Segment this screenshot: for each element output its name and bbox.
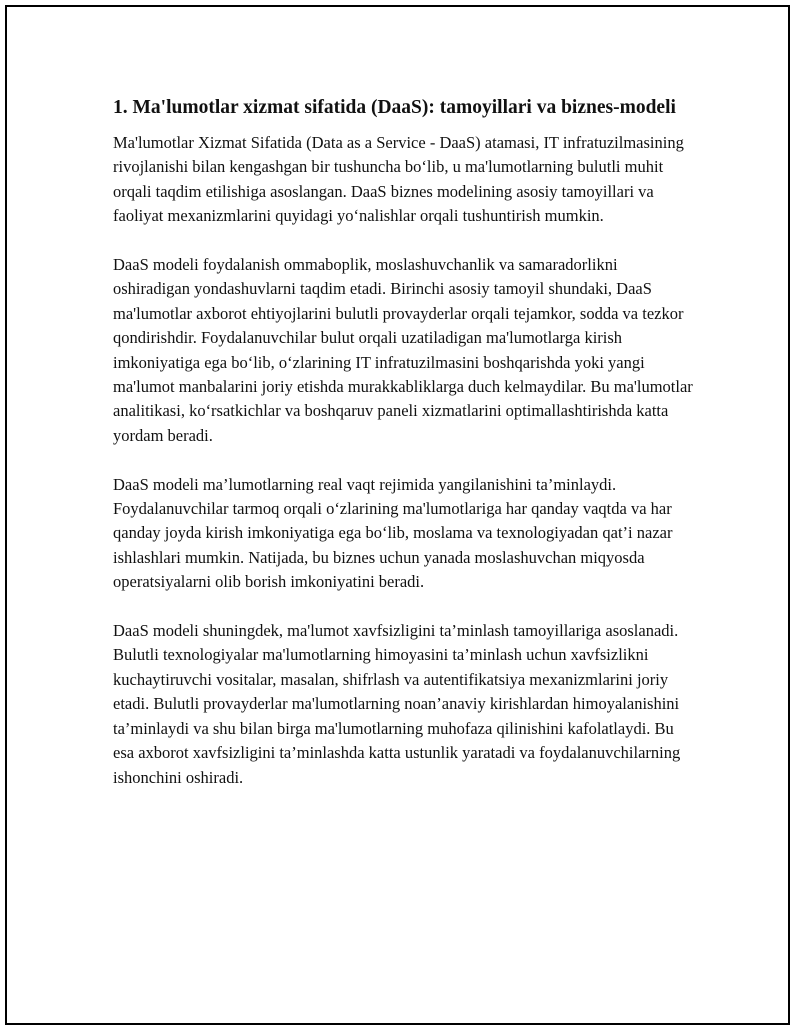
- document-body: [113, 94, 696, 814]
- paragraph-3: DaaS modeli ma’lumotlarning real vaqt rejimida yangilanishini ta’minlaydi. Foydalanuvchilar tarmoq orqali o‘zlarining ma'lumotlariga har qanday vaqtda va har qanday joyda kirish imkoniyatiga ega bo‘lib, moslama va texnologiyadan qat’i nazar ishlashlari mumkin. Natijada, bu biznes uchun yanada moslashuvchan miqyosda operatsiyalarni olib borish imkoniyatini beradi.: [113, 474, 673, 592]
- paragraph-4: DaaS modeli shuningdek, ma'lumot xavfsizligini ta’minlash tamoyillariga asoslanadi. Bulutli texnologiyalar ma'lumotlarning himoyasini ta’minlash uchun xavfsizlikni kuchaytiruvchi vositalar, masalan, shifrlash va autentifikatsiya mexanizmlarini joriy etadi. Bulutli provayderlar ma'lumotlarning noan’anaviy kirishlardan himoyalanishini ta’minlaydi va shu bilan birga ma'lumotlarning muhofaza qilinishini kafolatlaydi. Bu esa axborot xavfsizligini ta’minlashda katta ustunlik yaratadi va foydalanuvchilarning ishonchini oshiradi.: [113, 621, 681, 787]
- section-heading: 1. Ma'lumotlar xizmat sifatida (DaaS): tamoyillari va biznes-modeli: [113, 97, 676, 118]
- paragraph-1: Ma'lumotlar Xizmat Sifatida (Data as a Service - DaaS) atamasi, IT infratuzilmasining rivojlanishi bilan kengashgan bir tushuncha bo‘lib, u ma'lumotlarning bulutli muhit orqali taqdim etilishiga asoslangan. DaaS biznes modelining asosiy tamoyillari va faoliyat mexanizmlarini quyidagi yo‘nalishlar orqali tushuntirish mumkin.: [113, 133, 684, 226]
- paragraph-2: DaaS modeli foydalanish ommaboplik, moslashuvchanlik va samaradorlikni oshiradigan yondashuvlarni taqdim etadi. Birinchi asosiy tamoyil shundaki, DaaS ma'lumotlar axborot ehtiyojlarini bulutli provayderlar orqali tejamkor, sodda va tezkor qondirishdir. Foydalanuvchilar bulut orqali uzatiladigan ma'lumotlarga kirish imkoniyatiga ega bo‘lib, o‘zlarining IT infratuzilmasini boshqarishda yoki yangi ma'lumot manbalarini joriy etishda murakkabliklarga duch kelmaydilar. Bu ma'lumotlar analitikasi, ko‘rsatkichlar va boshqaruv paneli xizmatlarini optimallashtirishda katta yordam beradi.: [113, 255, 693, 445]
